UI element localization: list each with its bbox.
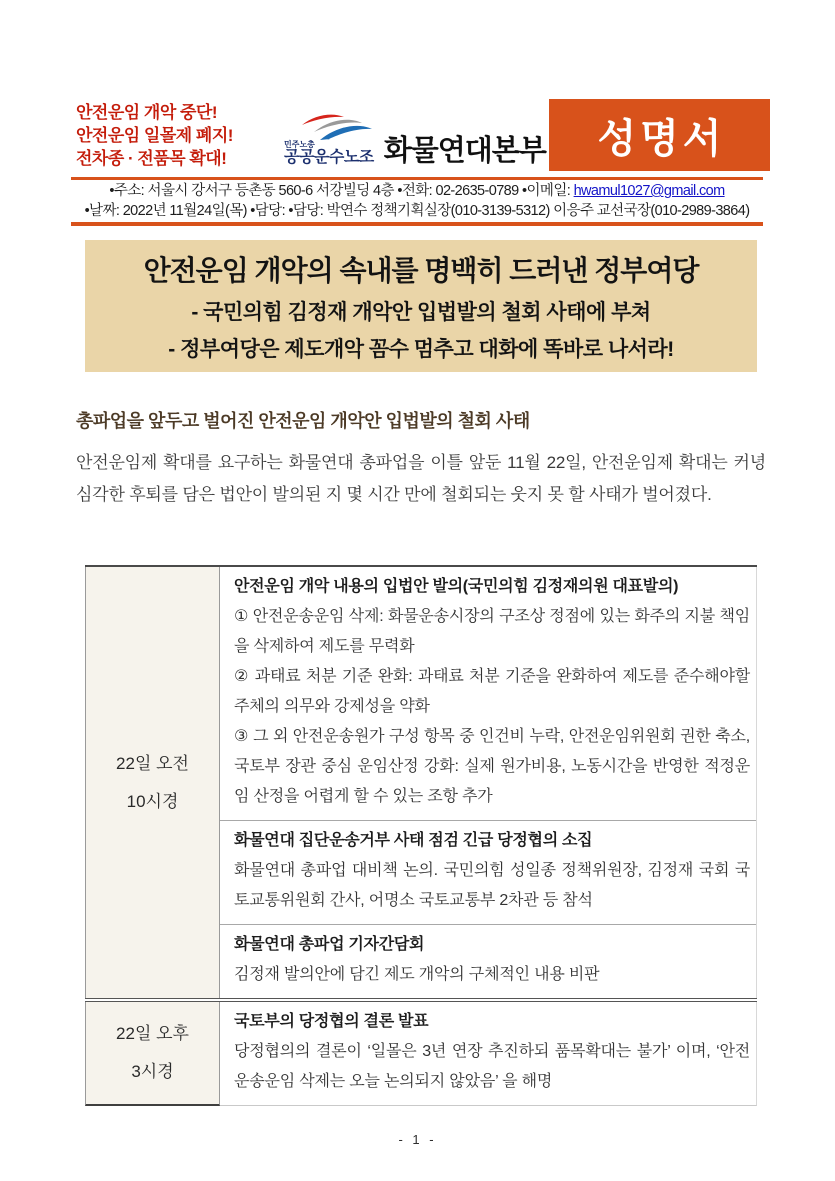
statement-title: 안전운임 개악의 속내를 명백히 드러낸 정부여당	[143, 255, 699, 286]
email-link[interactable]: hwamul1027@gmail.com	[573, 183, 725, 199]
statement-subtitle-1: - 국민의힘 김정재 개악안 입법발의 철회 사태에 부쳐	[191, 301, 651, 324]
time-line-2: 3시경	[131, 1062, 174, 1081]
union-logo	[284, 112, 374, 166]
section-heading: 총파업을 앞두고 벌어진 안전운임 개악안 입법발의 철회 사태	[76, 411, 530, 431]
organization-logo	[284, 98, 546, 172]
time-line-1: 22일 오전	[116, 753, 189, 773]
slogan-line-1: 안전운임 개악 중단!	[76, 103, 217, 122]
union-federation-small: 민주노총	[284, 140, 315, 149]
entry-title: 화물연대 집단운송거부 사태 점검 긴급 당정협의 소집	[234, 832, 593, 849]
timeline-table	[85, 565, 757, 1106]
document-type-label: 성명서	[597, 116, 726, 161]
slogan-line-2: 안전운임 일몰제 폐지!	[76, 126, 233, 145]
slogan-line-3: 전차종 · 전품목 확대!	[76, 149, 227, 168]
entry-paragraph: ① 안전운송운임 삭제: 화물운송시장의 구조상 정점에 있는 화주의 지불 책임을 삭제하여 제도를 무력화	[234, 608, 750, 655]
entry-paragraph: 화물연대 총파업 대비책 논의. 국민의힘 성일종 정책위원장, 김정재 국회 국토교통위원회 간사, 어명소 국토교통부 2차관 등 참석	[234, 862, 750, 909]
divider-top	[71, 177, 763, 180]
timeline-entry	[220, 567, 756, 820]
contact-line-1	[63, 182, 771, 202]
page-number: - 1 -	[398, 1132, 437, 1147]
timeline-entry	[220, 924, 756, 998]
contact-address-phone: •주소: 서울시 강서구 등촌동 560-6 서강빌딩 4층 •전화: 02-2635-0789 •이메일:	[109, 183, 574, 199]
time-cell-afternoon	[85, 1002, 220, 1106]
time-line-1: 22일 오후	[116, 1024, 189, 1043]
entry-paragraph: ② 과태료 처분 기준 완화: 과태료 처분 기준을 완화하여 제도를 준수해야할 주체의 의무와 강제성을 약화	[234, 668, 750, 715]
time-line-2: 10시경	[126, 791, 179, 811]
timeline-entry	[220, 1002, 756, 1105]
time-cell-morning	[85, 567, 220, 998]
document-type-badge	[549, 99, 770, 171]
contact-info	[63, 182, 771, 221]
timeline-entry	[220, 820, 756, 924]
entry-title: 국토부의 당정협의 결론 발표	[234, 1013, 429, 1030]
content-cell-afternoon	[220, 1002, 757, 1106]
entry-paragraph: ③ 그 외 안전운송원가 구성 항목 중 인건비 누락, 안전운임위원회 권한 축소, 국토부 장관 중심 운임산정 강화: 실제 원가비용, 노동시간을 반영한 적정운임 산정을 어렵게 할 수 있는 조항 추가	[234, 728, 750, 805]
content-cell-morning	[220, 567, 757, 998]
union-federation-name: 공공운수노조	[284, 149, 374, 166]
org-name: 화물연대본부	[383, 135, 546, 167]
entry-paragraph: 김정재 발의안에 담긴 제도 개악의 구체적인 내용 비판	[234, 966, 600, 983]
table-row-morning	[85, 567, 757, 998]
entry-paragraph: 당정협의의 결론이 ‘일몰은 3년 연장 추진하되 품목확대는 불가’ 이며, ‘안전운송운임 삭제는 오늘 논의되지 않았음’ 을 해명	[234, 1043, 750, 1090]
entry-title: 화물연대 총파업 기자간담회	[234, 936, 425, 953]
entry-title: 안전운임 개악 내용의 입법안 발의(국민의힘 김정재의원 대표발의)	[234, 578, 679, 595]
header-slogan	[76, 101, 233, 170]
statement-title-box	[85, 240, 757, 372]
divider-header-bottom	[71, 222, 763, 226]
statement-subtitle-2: - 정부여당은 제도개악 꼼수 멈추고 대화에 똑바로 나서라!	[168, 338, 674, 361]
contact-line-2: •날짜: 2022년 11월24일(목) •담당: •담당: 박연수 정책기획실장(010-3139-5312) 이응주 교선국장(010-2989-3864)	[84, 202, 750, 219]
section-body: 안전운임제 확대를 요구하는 화물연대 총파업을 이틀 앞둔 11월 22일, 안전운임제 확대는 커녕 심각한 후퇴를 담은 법안이 발의된 지 몇 시간 만에 철회되는 웃지 못 할 사태가 벌어졌다.	[76, 453, 766, 504]
union-swoosh-icon	[300, 112, 374, 140]
table-row-afternoon	[85, 998, 757, 1106]
